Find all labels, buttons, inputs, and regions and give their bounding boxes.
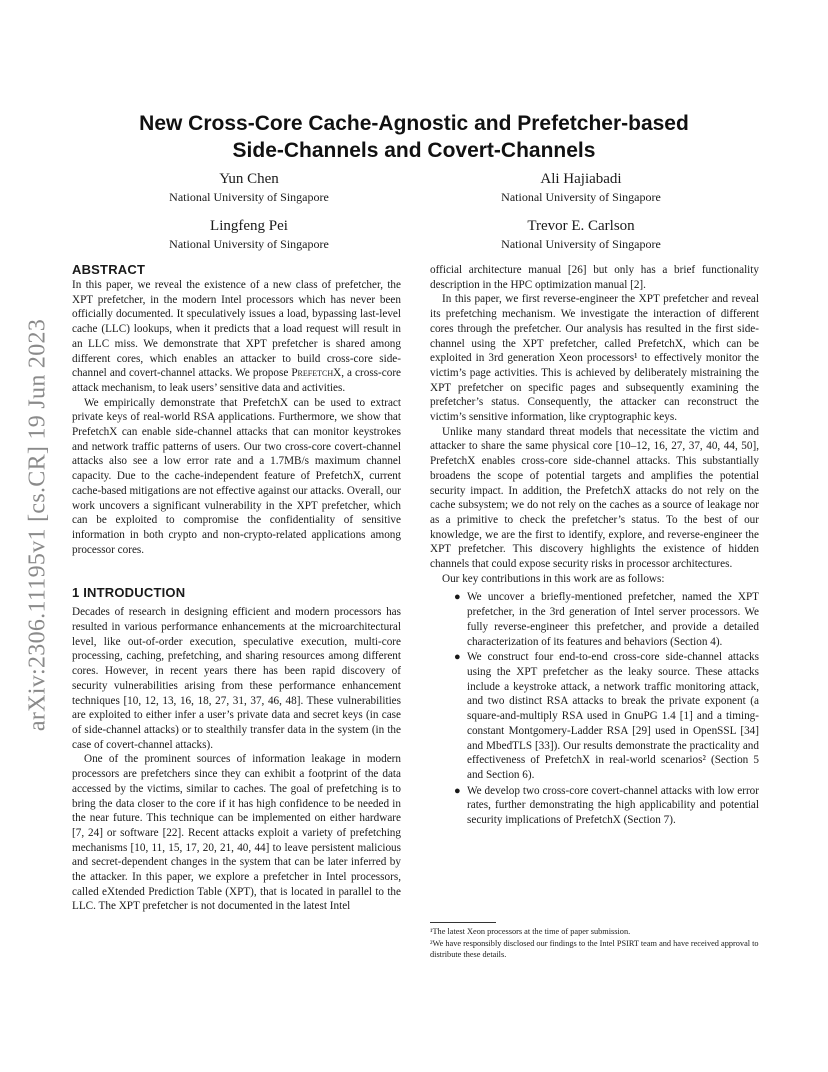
abstract-paragraph-1: In this paper, we reveal the existence of a new class of prefetcher, the XPT prefetcher, in the modern Intel processors which has never been officially documented. It speculatively issues a load, bypassing last-level cache (LLC) lookups, when it predicts that a load request will result in an LLC miss. We demonstrate that XPT prefetcher is shared among different cores, which enables an attacker to build cross-core side-channel and covert-channel attacks. We propose PrefetchX, a cross-core attack mechanism, to leak users’ sensitive data and activities. (72, 279, 402, 394)
author-block-3 (99, 217, 399, 252)
author-name: Yun Chen (219, 171, 279, 187)
left-column (72, 261, 401, 914)
introduction-heading: 1 INTRODUCTION (72, 585, 186, 601)
contributions-list (430, 590, 759, 827)
title-line-2: Side-Channels and Covert-Channels (232, 139, 596, 162)
list-item: ● We develop two cross-core covert-channel attacks with low error rates, further demonstrating the high applicability and potential security implications of PrefetchX (Section 7). (454, 784, 759, 827)
author-name: Lingfeng Pei (210, 218, 288, 234)
bullet-icon: ● (454, 784, 461, 797)
intro-paragraph-2: One of the prominent sources of information leakage in modern processors are prefetchers since they can exhibit a footprint of the data accessed by the victims, similar to caches. The goal of prefetching is to bring the data closer to the core if it has high confidence to be needed in the near future. This technique can be implemented on either hardware [7, 24] or software [22]. Recent attacks exploit a variety of prefetching mechanisms [10, 11, 15, 17, 20, 21, 40, 44] to leave persistent malicious and secret-dependent changes in the system that can be later inferred by the attacker. In this paper, we explore a prefetcher in Intel processors, called eXtended Prediction Table (XPT), that is located in parallel to the LLC. The XPT prefetcher is not documented in the latest Intel (72, 753, 401, 913)
arxiv-identifier-watermark (26, 290, 50, 760)
arxiv-id-text: arXiv:2306.11195v1 [cs.CR] 19 Jun 2023 (24, 318, 51, 732)
bullet-icon: ● (454, 651, 461, 664)
footnote-1: ¹The latest Xeon processors at the time of paper submission. (430, 927, 631, 936)
list-item: ● We uncover a briefly-mentioned prefetcher, named the XPT prefetcher, in the 3rd generation of Intel server processors. We fully reverse-engineer this prefetcher, and provide a detailed characterization of its features and behaviors (Section 4). (454, 591, 759, 648)
author-affiliation: National University of Singapore (169, 237, 329, 251)
right-column (430, 263, 759, 829)
footnotes (430, 922, 759, 961)
footnote-divider (430, 922, 496, 923)
author-block-4 (431, 217, 731, 252)
list-item: ● We construct four end-to-end cross-core side-channel attacks using the XPT prefetcher as the leaky source. These attacks include a keystroke attack, a network traffic monitoring attack, and two distinct RSA attacks to break the private exponent (a square-and-multiply RSA used in GnuPG 1.4 [1] and a timing-constant Montgomery-Ladder RSA [29] used in OpenSSL [34] and MbedTLS [33]). Our results demonstrate the practicality and effectiveness of PrefetchX in real-world scenarios² (Section 5 and Section 6). (454, 651, 759, 781)
author-block-1 (99, 170, 399, 205)
right-paragraph-0: official architecture manual [26] but only has a brief functionality description in the HPC optimization manual [2]. (430, 264, 759, 291)
author-affiliation: National University of Singapore (169, 190, 329, 204)
author-affiliation: National University of Singapore (501, 190, 661, 204)
author-block-2 (431, 170, 731, 205)
right-paragraph-1: In this paper, we first reverse-engineer the XPT prefetcher and reveal its prefetching mechanism. We investigate the interaction of different cores through the prefetcher. Our analysis has resulted in the first side-channel using the XPT prefetcher, called PrefetchX, which can be exploited in 3rd generation Xeon processors¹ to effectively monitor the victim’s page activities. This is achieved by deliberately mistraining the XPT prefetcher on specific pages and subsequently examining the prefetcher’s status. Consequently, the attacker can reconstruct the victim’s sensitive information, like cryptographic keys. (430, 293, 759, 424)
bullet-icon: ● (454, 591, 461, 604)
paper-title (80, 110, 748, 164)
abstract-heading: ABSTRACT (72, 262, 146, 277)
author-affiliation: National University of Singapore (501, 237, 661, 251)
footnote-2: ²We have responsibly disclosed our findings to the Intel PSIRT team and have received approval to distribute these details. (430, 939, 759, 959)
author-name: Trevor E. Carlson (527, 218, 635, 234)
author-name: Ali Hajiabadi (540, 171, 622, 187)
right-paragraph-2: Unlike many standard threat models that necessitate the victim and attacker to share the same physical core [10–12, 16, 27, 37, 40, 44, 50], PrefetchX enables cross-core side-channel attacks. This substantially broadens the scope of potential targets and amplifies the potential security impact. In addition, the PrefetchX attacks do not rely on the cache subsystem; we do not rely on the caches as a source of leakage nor as a primitive to check the prefetcher’s status. To the best of our knowledge, we are the first to identify, explore, and reverse-engineer the XPT prefetcher. This discovery highlights the existence of hidden channels that could expose security risks in processor architectures. (430, 425, 759, 571)
abstract-paragraph-2: We empirically demonstrate that PrefetchX can be used to extract private keys of real-world RSA applications. Furthermore, we show that PrefetchX can enable side-channel attacks that can monitor keystrokes and network traffic patterns of users. Our two cross-core covert-channel attacks also see a low error rate and a 1.7MB/s maximum channel capacity. Due to the cache-independent feature of PrefetchX, current cache-based mitigations are not effective against our attacks. Overall, our work uncovers a significant vulnerability in the XPT prefetcher, which can be exploited to compromise the confidentiality of sensitive information in both crypto and non-crypto-related applications among processor cores. (72, 396, 401, 556)
intro-paragraph-1: Decades of research in designing efficient and modern processors has resulted in various performance enhancements at the microarchitectural level, like out-of-order execution, speculative execution, multi-core processing, caching, prefetching, and sharing resources among different cores. However, in recent years there has been rapid discovery of security vulnerabilities arising from these performance enhancement techniques [10, 12, 13, 16, 18, 27, 31, 37, 46, 48]. These vulnerabilities are exploited to either infer a user’s private data and secret keys (in case of side-channel attacks) or to stealthily transfer data in the system (in the case of covert-channel attacks). (72, 606, 401, 751)
right-paragraph-3: Our key contributions in this work are as follows: (442, 572, 665, 585)
title-line-1: New Cross-Core Cache-Agnostic and Prefetcher-based (139, 112, 689, 135)
